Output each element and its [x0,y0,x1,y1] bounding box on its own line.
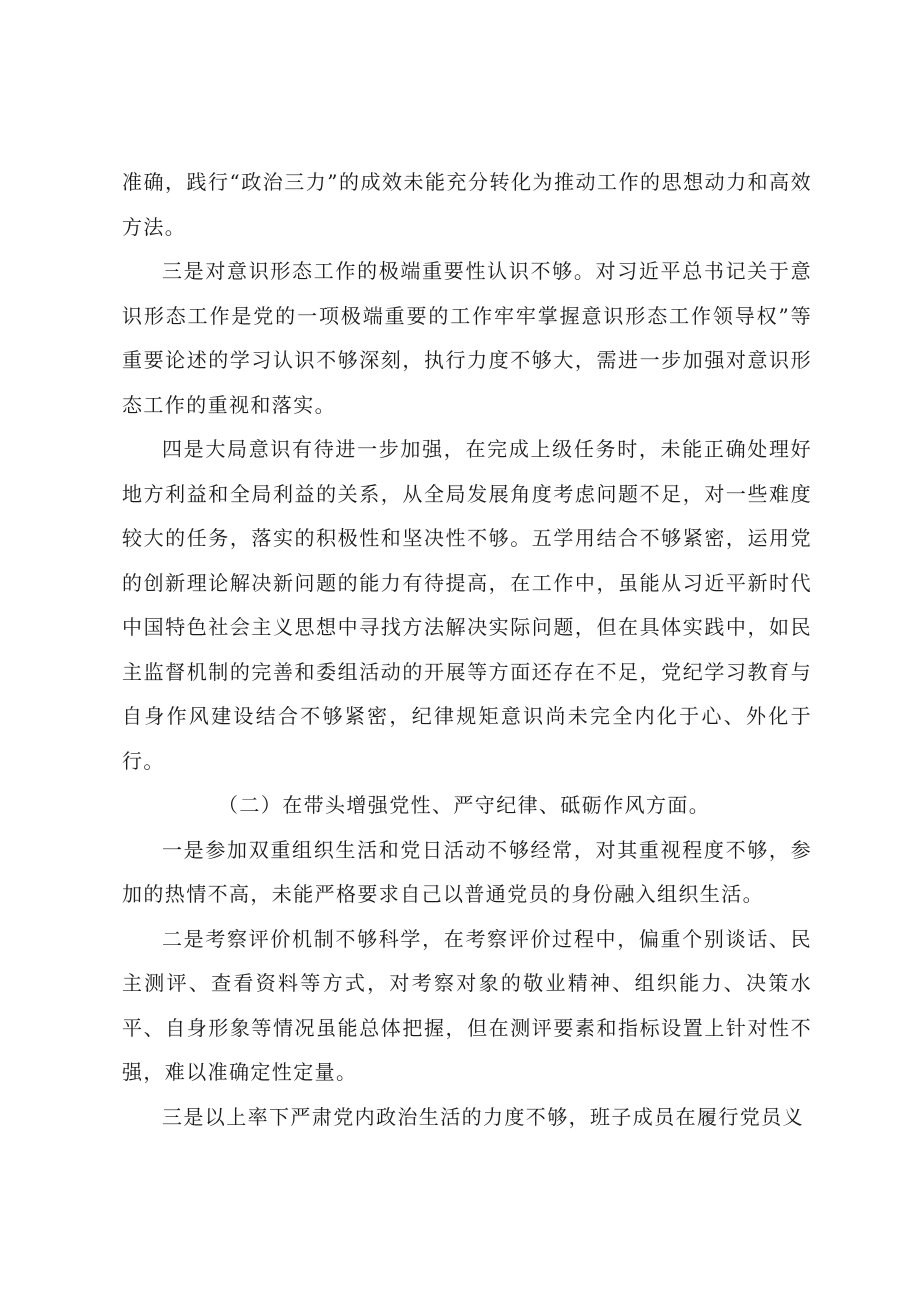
section-heading-two: （二）在带头增强党性、严守纪律、砥砺作风方面。 [218,793,711,817]
document-body [122,160,812,1139]
paragraph-continuation: 准确，践行“政治三力”的成效未能充分转化为推动工作的思想动力和高效方法。 [122,170,812,239]
paragraph-organizational-life: 一是参加双重组织生活和党日活动不够经常，对其重视程度不够，参加的热情不高，未能严格要求自己以普通党员的身份融入组织生活。 [122,837,812,906]
paragraph-ideology-awareness: 三是对意识形态工作的极端重要性认识不够。对习近平总书记关于意识形态工作是党的一项极端重要的工作牢牢掌握意识形态工作领导权”等重要论述的学习认识不够深刻，执行力度不够大，需进一步加强对意识形态工作的重视和落实。 [122,259,812,417]
paragraph-evaluation-mechanism: 二是考察评价机制不够科学，在考察评价过程中，偏重个别谈话、民主测评、查看资料等方式，对考察对象的敬业精神、组织能力、决策水平、自身形象等情况虽能总体把握，但在测评要素和指标设置上针对性不强，难以准确定性定量。 [122,926,812,1084]
paragraph-political-life: 三是以上率下严肃党内政治生活的力度不够，班子成员在履行党员义 [162,1104,804,1129]
paragraph-overall-awareness: 四是大局意识有待进一步加强，在完成上级任务时，未能正确处理好地方利益和全局利益的关系，从全局发展角度考虑问题不足，对一些难度较大的任务，落实的积极性和坚决性不够。五学用结合不够紧密，运用党的创新理论解决新问题的能力有待提高，在工作中，虽能从习近平新时代中国特色社会主义思想中寻找方法解决实际问题，但在具体实践中，如民主监督机制的完善和委组活动的开展等方面还存在不足，党纪学习教育与自身作风建设结合不够紧密，纪律规矩意识尚未完全内化于心、外化于行。 [122,437,812,773]
